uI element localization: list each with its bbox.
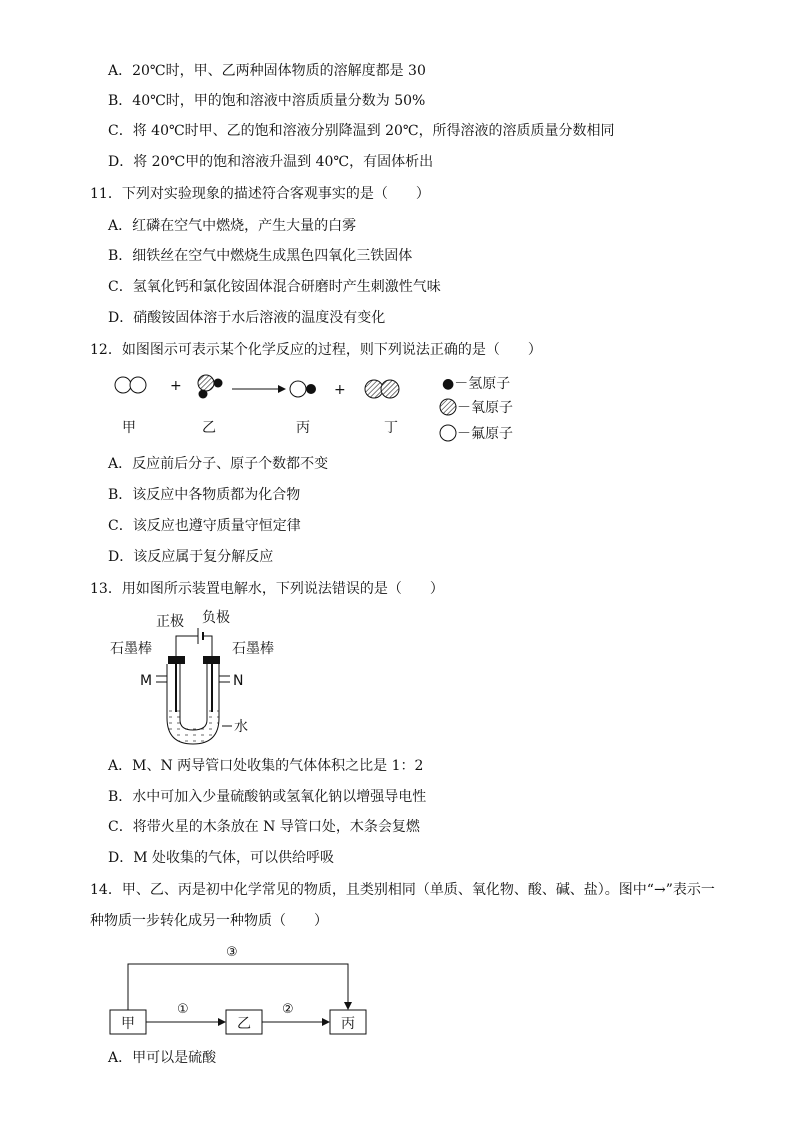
q10-option-a: A．20℃时，甲、乙两种固体物质的溶解度都是 30 (108, 63, 426, 79)
q12-option-c: C．该反应也遵守质量守恒定律 (108, 518, 301, 534)
arrow-label-2: ② (282, 1002, 294, 1017)
q10-option-d: D．将 20℃甲的饱和溶液升温到 40℃，有固体析出 (108, 154, 434, 170)
legend-oxygen: －氧原子 (457, 400, 513, 416)
label-water: 水 (234, 719, 248, 735)
q13-stem: 13．用如图所示装置电解水，下列说法错误的是（ ） (90, 581, 444, 597)
q13-option-c: C．将带火星的木条放在 N 导管口处，木条会复燃 (108, 819, 420, 835)
q14-stem-line2: 种物质一步转化成另一种物质（ ） (90, 913, 328, 929)
q12-stem: 12．如图图示可表示某个化学反应的过程，则下列说法正确的是（ ） (90, 342, 542, 358)
q11-option-c: C．氢氧化钙和氯化铵固体混合研磨时产生刺激性气味 (108, 279, 441, 295)
legend-hydrogen: ●－氢原子 (442, 376, 511, 392)
label-n: N (233, 673, 244, 689)
label-ding: 丁 (384, 420, 398, 436)
box-yi-label: 乙 (237, 1016, 251, 1032)
arrow-3 (128, 964, 348, 1010)
label-negative: 负极 (202, 610, 230, 626)
q12-option-b: B．该反应中各物质都为化合物 (108, 487, 301, 503)
label-m: M (140, 673, 153, 689)
label-positive: 正极 (156, 614, 184, 630)
q11-option-a: A．红磷在空气中燃烧，产生大量的白雾 (108, 218, 357, 234)
q13-option-d: D．M 处收集的气体，可以供给呼吸 (108, 850, 335, 866)
arrow-label-3: ③ (226, 945, 238, 960)
box-jia-label: 甲 (121, 1016, 135, 1032)
label-yi: 乙 (202, 420, 216, 436)
q12-option-d: D．该反应属于复分解反应 (108, 549, 274, 565)
q14-option-a: A．甲可以是硫酸 (108, 1050, 217, 1066)
q11-stem: 11．下列对实验现象的描述符合客观事实的是（ ） (90, 186, 430, 202)
arrow-label-1: ① (177, 1002, 189, 1017)
q10-option-b: B．40℃时，甲的饱和溶液中溶质质量分数为 50% (108, 93, 426, 109)
legend-fluorine: －氟原子 (457, 426, 513, 442)
box-bing-label: 丙 (341, 1016, 355, 1032)
q11-option-d: D．硝酸铵固体溶于水后溶液的温度没有变化 (108, 310, 386, 326)
plus-sign-2: + (334, 382, 346, 398)
q13-option-a: A．M、N 两导管口处收集的气体体积之比是 1：2 (108, 758, 424, 774)
label-graphite-left: 石墨棒 (110, 641, 152, 657)
q10-option-c: C．将 40℃时甲、乙的饱和溶液分别降温到 20℃，所得溶液的溶质质量分数相同 (108, 123, 615, 139)
q13-option-b: B．水中可加入少量硫酸钠或氢氧化钠以增强导电性 (108, 789, 427, 805)
label-bing: 丙 (296, 420, 310, 436)
label-jia: 甲 (122, 420, 136, 436)
q11-option-b: B．细铁丝在空气中燃烧生成黑色四氧化三铁固体 (108, 248, 413, 264)
label-graphite-right: 石墨棒 (232, 641, 274, 657)
plus-sign-1: + (170, 378, 182, 394)
q12-option-a: A．反应前后分子、原子个数都不变 (108, 456, 329, 472)
q14-stem-line1: 14．甲、乙、丙是初中化学常见的物质，且类别相同（单质、氧化物、酸、碱、盐）。图中“→”表示一 (90, 882, 715, 898)
